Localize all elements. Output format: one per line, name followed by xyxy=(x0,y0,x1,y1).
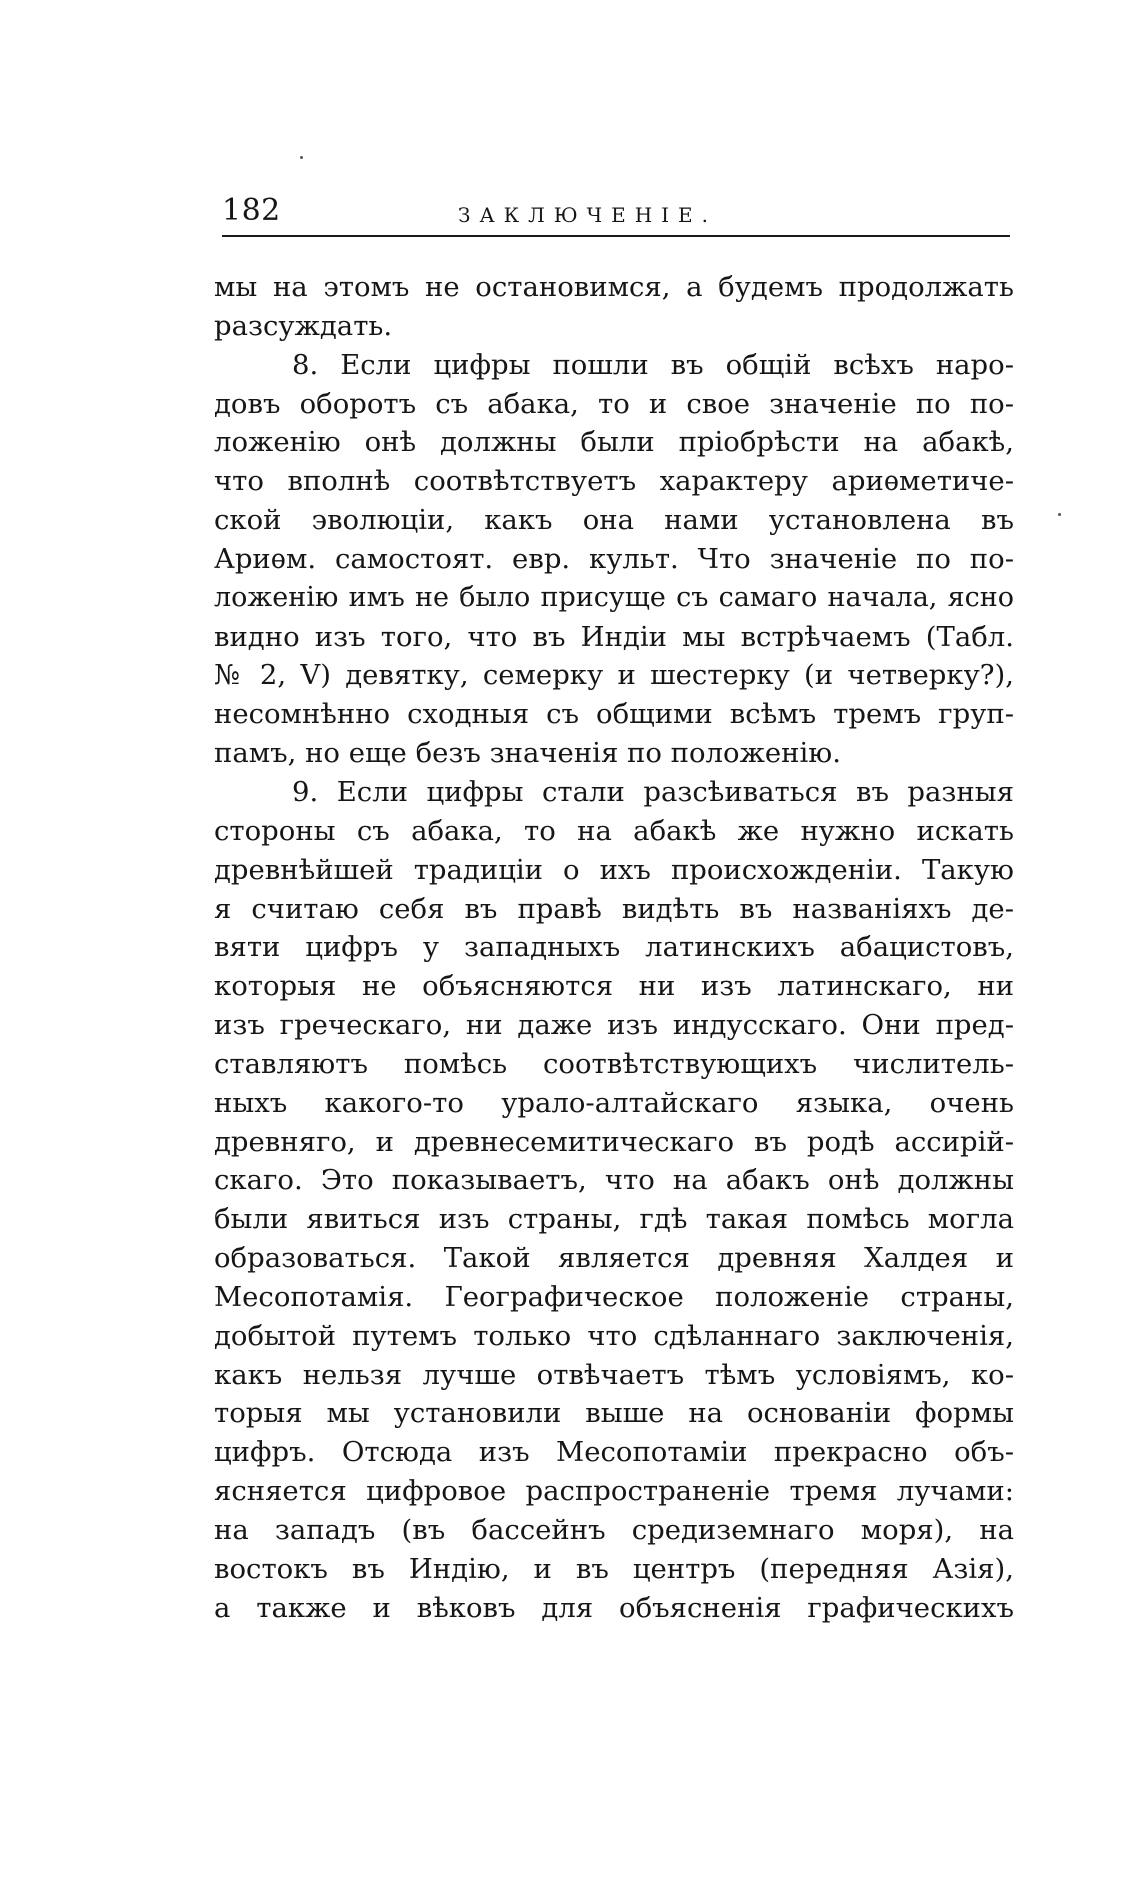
text-line: ясняется цифровое распространеніе тремя лучами: xyxy=(214,1475,1014,1508)
text-line: цифръ. Отсюда изъ Месопотаміи прекрасно объ- xyxy=(214,1436,1014,1469)
page-header xyxy=(222,192,1010,232)
text-line: ставляютъ помѣсь соотвѣтствующихъ числитель- xyxy=(214,1047,1014,1080)
text-line: добытой путемъ только что сдѣланнаго заключенія, xyxy=(214,1319,1014,1352)
text-line: на западъ (въ бассейнъ средиземнаго моря), на xyxy=(214,1514,1014,1546)
text-line: что вполнѣ соотвѣтствуетъ характеру ариѳметиче- xyxy=(214,465,1014,498)
text-line: ныхъ какого-то урало-алтайскаго языка, очень xyxy=(214,1086,1014,1119)
text-line: мы на этомъ не остановимся, а будемъ продолжать xyxy=(214,271,1014,303)
running-head: ЗАКЛЮЧЕНІЕ. xyxy=(458,203,717,227)
text-line: древняго, и древнесемитическаго въ родѣ ассирій- xyxy=(214,1125,1014,1158)
text-line: а также и вѣковъ для объясненія графическихъ xyxy=(214,1591,1014,1624)
scan-speck xyxy=(300,156,303,159)
text-line: я считаю себя въ правѣ видѣть въ названіяхъ де- xyxy=(214,892,1014,925)
text-line: довъ оборотъ съ абака, то и свое значеніе по по- xyxy=(214,387,1014,420)
text-line: востокъ въ Индію, и въ центръ (передняя Азія), xyxy=(214,1552,1014,1585)
text-line: какъ нельзя лучше отвѣчаетъ тѣмъ условіямъ, ко- xyxy=(214,1358,1014,1391)
text-line: видно изъ того, что въ Индіи мы встрѣчаемъ (Табл. xyxy=(214,620,1014,653)
body-text xyxy=(214,268,1014,1628)
text-line: ложенію онѣ должны были пріобрѣсти на абакѣ, xyxy=(214,426,1014,459)
paragraph-8-first-line: 8. Если цифры пошли въ общій всѣхъ наро- xyxy=(292,348,1014,381)
text-line: № 2, V) девятку, семерку и шестерку (и четверку?), xyxy=(214,659,1014,692)
page-number: 182 xyxy=(222,193,281,228)
text-line: Ариѳм. самостоят. евр. культ. Что значеніе по по- xyxy=(214,542,1014,575)
text-line: разсуждать. xyxy=(214,309,393,342)
text-line: Месопотамія. Географическое положеніе страны, xyxy=(214,1280,1014,1313)
text-line: были явиться изъ страны, гдѣ такая помѣсь могла xyxy=(214,1203,1014,1236)
text-line: которыя не объясняются ни изъ латинскаго, ни xyxy=(214,970,1014,1003)
text-line: скаго. Это показываетъ, что на абакъ онѣ должны xyxy=(214,1164,1014,1197)
text-line: ской эволюціи, какъ она нами установлена въ xyxy=(214,504,1014,537)
text-line: торыя мы установили выше на основаніи формы xyxy=(214,1397,1014,1430)
text-line: вяти цифръ у западныхъ латинскихъ абацистовъ, xyxy=(214,931,1014,964)
paragraph-9-first-line: 9. Если цифры стали разсѣиваться въ разныя xyxy=(292,775,1014,808)
scan-speck xyxy=(1058,513,1061,516)
text-line: древнѣйшей традиціи о ихъ происхожденіи. Такую xyxy=(214,853,1014,886)
text-line: изъ греческаго, ни даже изъ индусскаго. Они пред- xyxy=(214,1009,1014,1042)
text-line: стороны съ абака, то на абакѣ же нужно искать xyxy=(214,814,1014,847)
header-rule xyxy=(222,235,1010,237)
text-line: образоваться. Такой является древняя Халдея и xyxy=(214,1242,1014,1275)
text-line: ложенію имъ не было присуще съ самаго начала, ясно xyxy=(214,581,1014,613)
text-line: несомнѣнно сходныя съ общими всѣмъ тремъ груп- xyxy=(214,698,1014,731)
text-line: памъ, но еще безъ значенія по положенію. xyxy=(214,737,841,770)
